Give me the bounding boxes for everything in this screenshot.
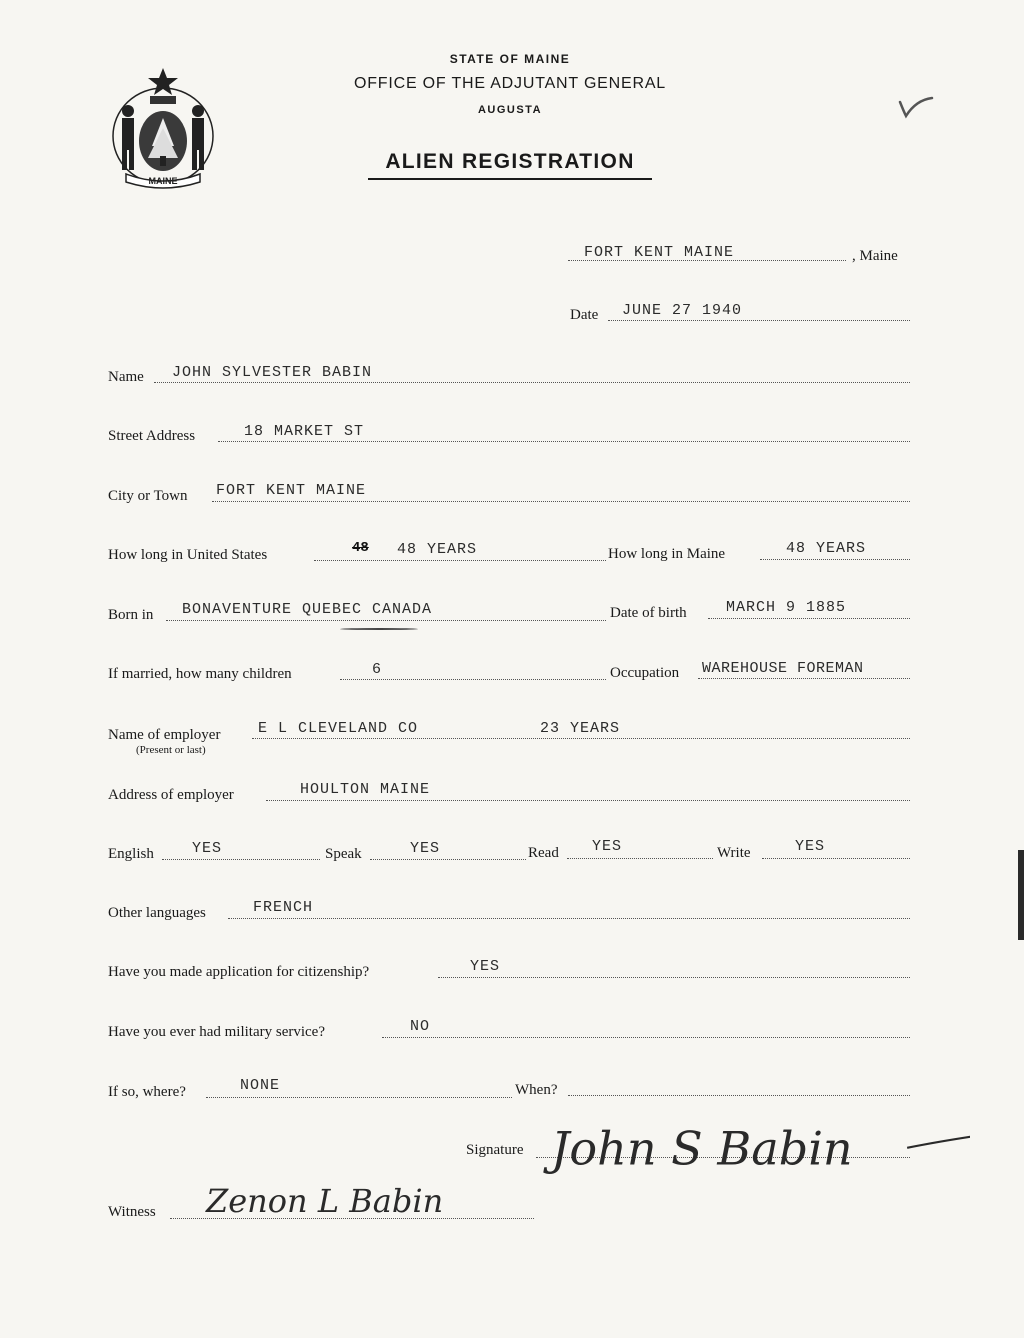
place-suffix: , Maine [852,248,898,264]
years-maine-line [760,559,910,560]
date-line [608,320,910,321]
military-label: Have you ever had military service? [108,1024,325,1040]
place-value: FORT KENT MAINE [584,244,735,261]
where-value: NONE [240,1077,281,1094]
occupation-line [698,678,910,679]
city-value: FORT KENT MAINE [216,482,367,499]
children-label: If married, how many children [108,666,292,682]
check-mark-icon [896,92,936,122]
years-us-line [314,560,606,561]
street-value: 18 MARKET ST [244,423,365,440]
employer-years: 23 YEARS [540,720,621,737]
citizenship-value: YES [470,958,501,975]
header-office: OFFICE OF THE ADJUTANT GENERAL [353,75,667,92]
employer-address-value: HOULTON MAINE [300,781,431,798]
read-label: Read [528,845,559,861]
english-line [162,859,320,860]
read-value: YES [592,838,623,855]
name-label: Name [108,369,144,385]
header-state: STATE OF MAINE [449,52,571,66]
english-value: YES [192,840,223,857]
signature-text: John S Babin [550,1121,853,1176]
street-label: Street Address [108,428,196,444]
citizenship-line [438,977,910,978]
city-label: City or Town [108,488,188,504]
city-line [212,501,910,502]
header-city: AUGUSTA [477,104,543,116]
write-value: YES [795,838,826,855]
witness-handwriting [200,1170,460,1234]
where-line [206,1097,512,1098]
seal-label: MAINE [148,176,178,186]
military-line [382,1037,910,1038]
employer-line [252,738,910,739]
date-value: JUNE 27 1940 [622,302,743,319]
born-label: Born in [108,607,154,623]
street-line [218,441,910,442]
years-maine-value: 48 YEARS [786,540,867,557]
years-maine-label: How long in Maine [608,546,726,562]
when-line [568,1095,910,1096]
dob-label: Date of birth [610,605,687,621]
citizenship-label: Have you made application for citizenship? [108,964,370,980]
employer-value: E L CLEVELAND CO [258,720,419,737]
occupation-value: WAREHOUSE FOREMAN [702,660,864,677]
employer-label: Name of employer [108,727,221,743]
speak-line [370,859,526,860]
children-value: 6 [372,661,383,678]
witness-text: Zenon L Babin [206,1182,444,1220]
other-languages-value: FRENCH [253,899,314,916]
employer-sublabel: (Present or last) [136,744,206,756]
page-edge-shadow [1018,850,1024,940]
signature-handwriting [530,1110,970,1194]
name-line [154,382,910,383]
read-line [567,858,713,859]
years-us-value: 48 YEARS [397,541,478,558]
employer-address-line [266,800,910,801]
where-label: If so, where? [108,1084,186,1100]
employer-address-label: Address of employer [108,787,234,803]
dob-line [708,618,910,619]
born-pencil-mark [340,628,418,630]
when-label: When? [515,1082,558,1098]
dob-value: MARCH 9 1885 [726,599,847,616]
speak-value: YES [410,840,441,857]
born-value: BONAVENTURE QUEBEC CANADA [182,601,433,618]
witness-label: Witness [108,1204,156,1220]
years-us-label: How long in United States [108,547,268,563]
page-title: ALIEN REGISTRATION [368,150,652,180]
date-label: Date [570,307,599,323]
write-label: Write [717,845,751,861]
occupation-label: Occupation [610,665,680,681]
born-line [166,620,606,621]
signature-label: Signature [466,1142,524,1158]
military-value: NO [410,1018,431,1035]
english-label: English [108,846,154,862]
other-languages-line [228,918,910,919]
children-line [340,679,606,680]
other-languages-label: Other languages [108,905,206,921]
name-value: JOHN SYLVESTER BABIN [172,364,373,381]
write-line [762,858,910,859]
years-us-struck: 48 [352,540,369,556]
speak-label: Speak [325,846,362,862]
